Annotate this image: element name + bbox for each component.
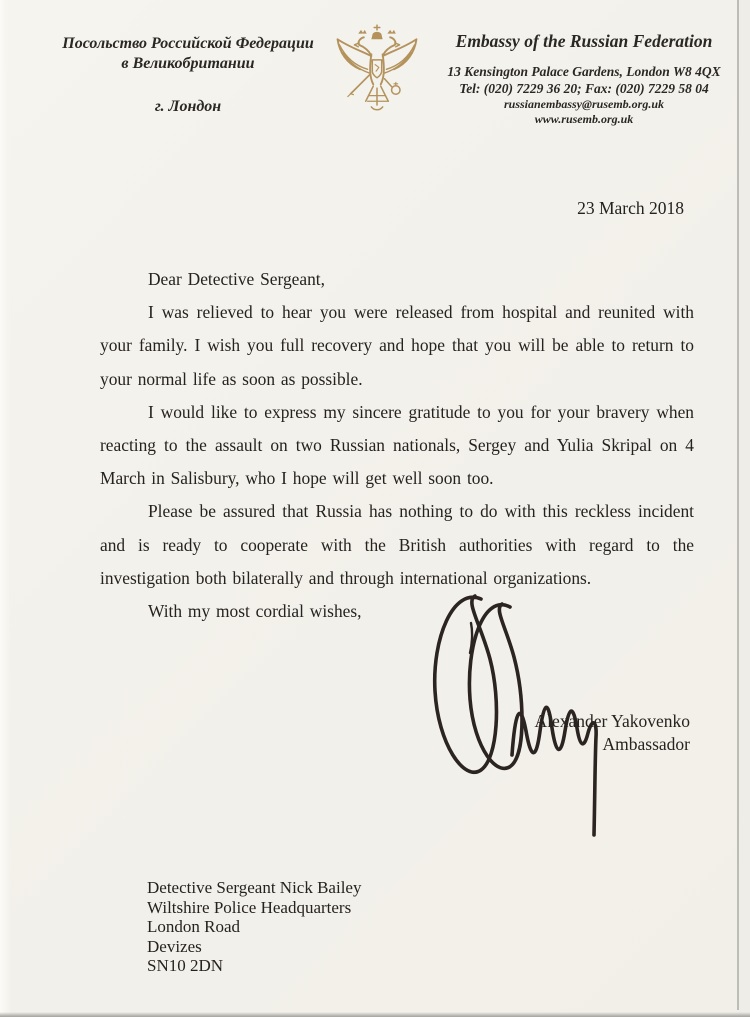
recipient-address (147, 878, 361, 976)
signer-title: Ambassador (602, 734, 690, 754)
recipient-town: Devizes (147, 936, 202, 956)
letterhead-email: russianembassy@rusemb.org.uk (503, 97, 665, 111)
photo-edge-right (739, 0, 750, 1017)
letterhead-english (430, 30, 738, 127)
photo-edge-bottom (0, 1012, 750, 1017)
photo-edge-left (0, 0, 11, 1017)
recipient-postcode: SN10 2DN (147, 956, 224, 975)
letterhead-address: 13 Kensington Palace Gardens, London W8 4QX (447, 64, 721, 79)
signer-name: Alexander Yakovenko (534, 711, 690, 731)
salutation: Dear Detective Sergeant, (148, 269, 325, 289)
russia-coat-of-arms-icon (330, 22, 424, 126)
letter-body (100, 263, 694, 628)
letterhead-website: www.rusemb.org.uk (534, 112, 634, 126)
letterhead-org-ru-line2: в Великобритании (121, 55, 255, 72)
letterhead-russian (38, 34, 338, 117)
letterhead-org-ru-line1: Посольство Российской Федерации (62, 35, 314, 52)
recipient-org: Wiltshire Police Headquarters (147, 897, 352, 917)
recipient-name: Detective Sergeant Nick Bailey (147, 878, 362, 897)
paragraph-3: Please be assured that Russia has nothing to do with this reckless incident and is ready to cooperate with the British authorities with regard to the investigation both bilaterally and through international organizations. (100, 501, 694, 588)
paragraph-2: I would like to express my sincere gratitude to you for your bravery when reacting to the assault on two Russian nationals, Sergey and Yulia Skripal on 4 March in Salisbury, who I hope will get well soon too. (100, 401, 694, 489)
paragraph-1: I was relieved to hear you were released from hospital and reunited with your family. I wish you full recovery and hope that you will be able to return to your normal life as soon as possible. (100, 302, 694, 389)
letterhead-title-en: Embassy of the Russian Federation (455, 31, 713, 51)
letterhead-city-ru: г. Лондон (154, 98, 222, 115)
letterhead-phone-fax: Tel: (020) 7229 36 20; Fax: (020) 7229 58 04 (459, 81, 709, 96)
closing-line: With my most cordial wishes, (148, 601, 362, 622)
letter-date: 23 March 2018 (577, 198, 684, 218)
signature-block (534, 710, 690, 756)
recipient-street: London Road (147, 917, 241, 936)
